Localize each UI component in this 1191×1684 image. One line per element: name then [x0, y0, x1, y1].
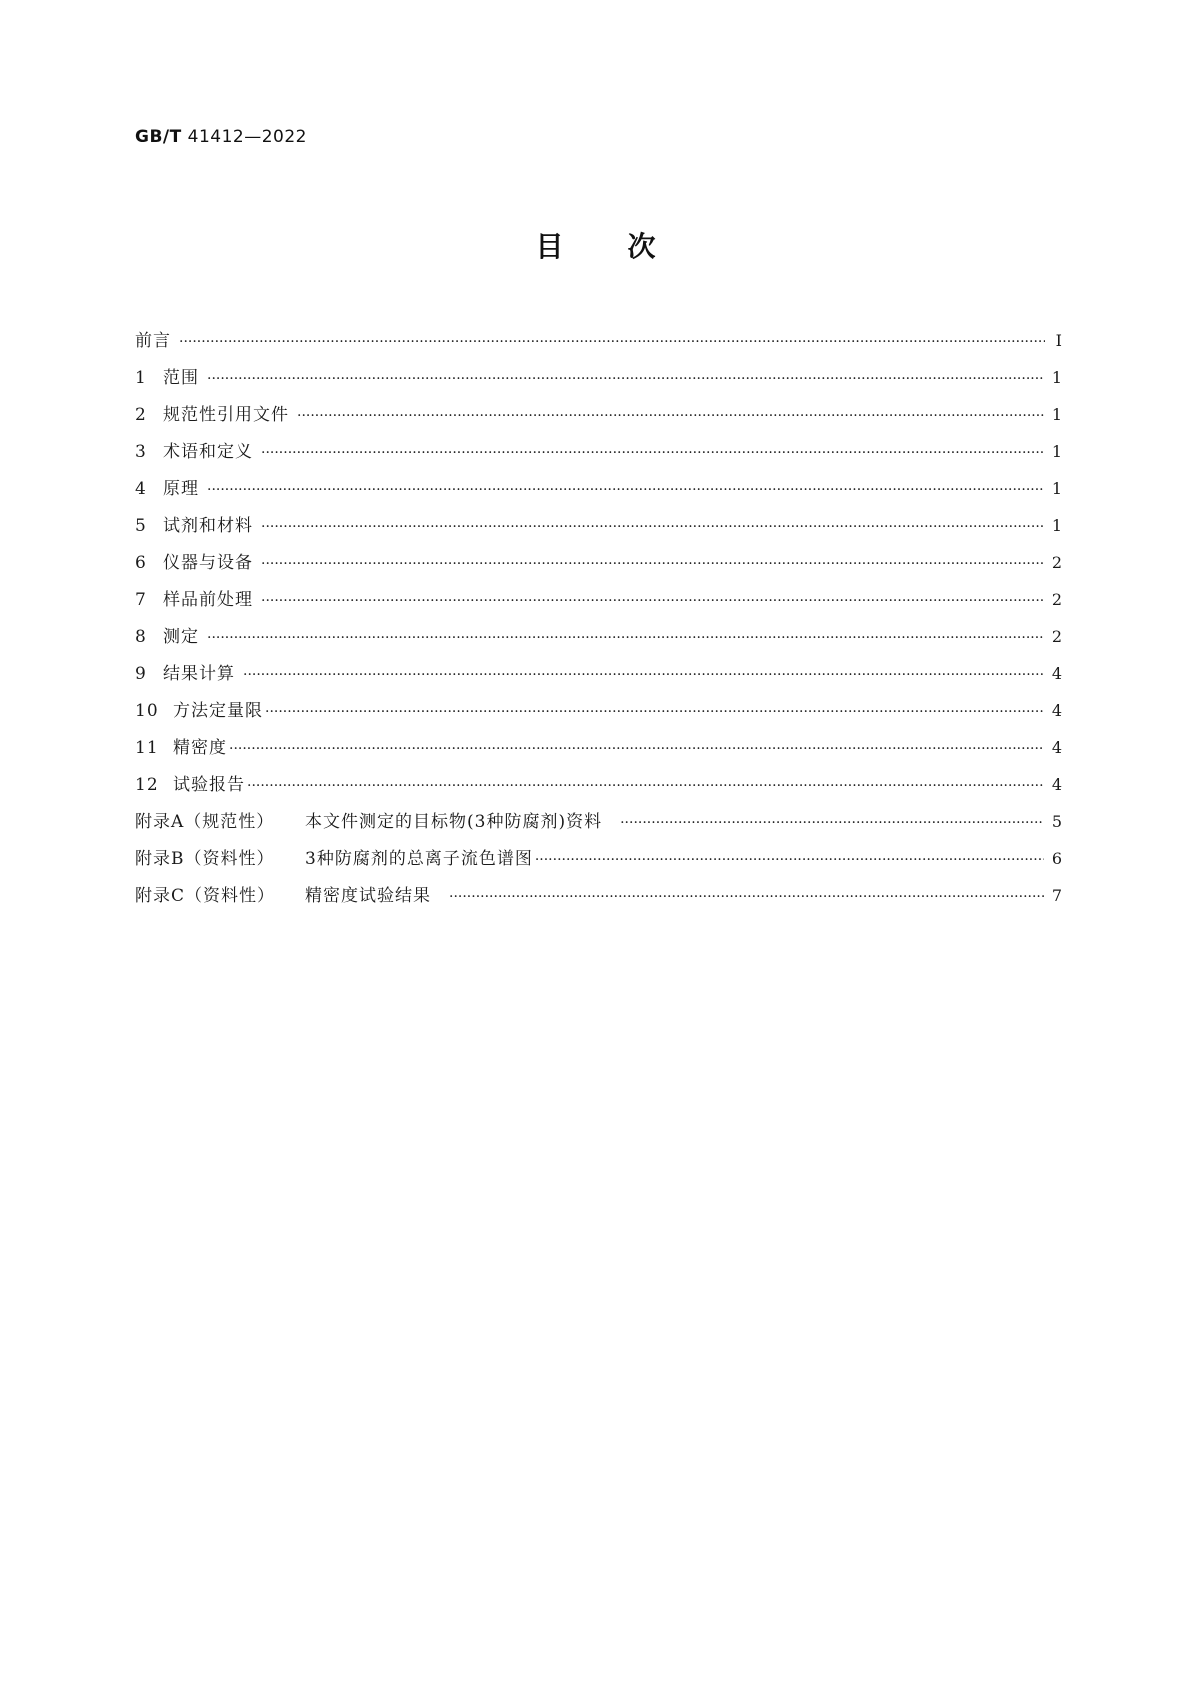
toc-entry-number: 4 [135, 479, 147, 499]
dot-leader [261, 546, 1044, 583]
toc-entry-page: 1 [1051, 516, 1063, 535]
toc-entry-annex-c[interactable] [135, 877, 1063, 914]
toc-entry-5[interactable] [135, 507, 1063, 544]
toc-entry-page: 7 [1051, 886, 1063, 905]
dot-leader [261, 435, 1044, 472]
dot-leader [179, 324, 1045, 361]
toc-entry-4[interactable] [135, 470, 1063, 507]
toc-entry-number: 9 [135, 664, 147, 684]
toc-entry-number: 5 [135, 516, 147, 536]
toc-entry-page: 6 [1051, 849, 1063, 868]
dot-leader [207, 472, 1044, 509]
toc-entry-2[interactable] [135, 396, 1063, 433]
toc-entry-label: 样品前处理 [163, 590, 253, 610]
table-of-contents [135, 322, 1063, 914]
toc-entry-label: 仪器与设备 [163, 553, 253, 573]
toc-entry-label: 测定 [163, 627, 199, 647]
toc-entry-page: Ⅰ [1055, 331, 1063, 350]
toc-entry-page: 1 [1051, 405, 1063, 424]
toc-entry-label: 精密度试验结果 [305, 886, 431, 906]
toc-entry-label: 结果计算 [163, 664, 235, 684]
toc-entry-label: 本文件测定的目标物(3种防腐剂)资料 [305, 812, 603, 832]
toc-entry-label: 术语和定义 [163, 442, 253, 462]
toc-entry-page: 4 [1051, 664, 1063, 683]
toc-entry-annex-b[interactable] [135, 840, 1063, 877]
toc-entry-number: 7 [135, 590, 147, 610]
dot-leader [207, 620, 1044, 657]
toc-entry-page: 4 [1051, 775, 1063, 794]
toc-entry-number: 11 [135, 738, 159, 758]
dot-leader [535, 842, 1044, 879]
toc-entry-label: 3种防腐剂的总离子流色谱图 [305, 849, 533, 869]
toc-entry-page: 1 [1051, 368, 1063, 387]
toc-entry-number: 1 [135, 368, 147, 388]
dot-leader [449, 879, 1044, 916]
dot-leader [229, 731, 1044, 768]
toc-entry-8[interactable] [135, 618, 1063, 655]
toc-entry-10[interactable] [135, 692, 1063, 729]
toc-entry-12[interactable] [135, 766, 1063, 803]
toc-entry-label: 方法定量限 [173, 701, 263, 721]
toc-entry-page: 4 [1051, 701, 1063, 720]
toc-entry-number: 2 [135, 405, 147, 425]
dot-leader [261, 509, 1044, 546]
dot-leader [297, 398, 1044, 435]
dot-leader [243, 657, 1044, 694]
toc-entry-3[interactable] [135, 433, 1063, 470]
toc-entry-11[interactable] [135, 729, 1063, 766]
toc-entry-6[interactable] [135, 544, 1063, 581]
toc-entry-label: 前言 [135, 331, 171, 351]
dot-leader [620, 805, 1044, 842]
toc-entry-label: 试验报告 [173, 775, 245, 795]
toc-entry-label: 精密度 [173, 738, 227, 758]
dot-leader [247, 768, 1044, 805]
toc-entry-9[interactable] [135, 655, 1063, 692]
dot-leader [261, 583, 1044, 620]
toc-title: 目次 [535, 230, 720, 263]
toc-entry-number: 6 [135, 553, 147, 573]
dot-leader [265, 694, 1044, 731]
toc-entry-number: 8 [135, 627, 147, 647]
toc-entry-page: 1 [1051, 479, 1063, 498]
toc-entry-page: 5 [1051, 812, 1063, 831]
standard-number: 41412—2022 [181, 127, 307, 147]
toc-entry-number: 附录A（规范性） [135, 812, 275, 832]
toc-entry-annex-a[interactable] [135, 803, 1063, 840]
toc-entry-label: 规范性引用文件 [163, 405, 289, 425]
toc-entry-page: 4 [1051, 738, 1063, 757]
toc-entry-label: 试剂和材料 [163, 516, 253, 536]
toc-entry-label: 原理 [163, 479, 199, 499]
toc-entry-page: 1 [1051, 442, 1063, 461]
toc-entry-page: 2 [1051, 627, 1063, 646]
toc-entry-1[interactable] [135, 359, 1063, 396]
toc-entry-preface[interactable] [135, 322, 1063, 359]
toc-entry-number: 10 [135, 701, 159, 721]
dot-leader [207, 361, 1044, 398]
toc-entry-page: 2 [1051, 590, 1063, 609]
toc-entry-7[interactable] [135, 581, 1063, 618]
toc-entry-number: 附录C（资料性） [135, 886, 276, 906]
toc-entry-number: 12 [135, 775, 159, 795]
toc-entry-label: 范围 [163, 368, 199, 388]
standard-code [135, 127, 307, 147]
toc-entry-number: 3 [135, 442, 147, 462]
toc-entry-number: 附录B（资料性） [135, 849, 275, 869]
standard-prefix: GB/T [135, 127, 182, 147]
toc-entry-page: 2 [1051, 553, 1063, 572]
